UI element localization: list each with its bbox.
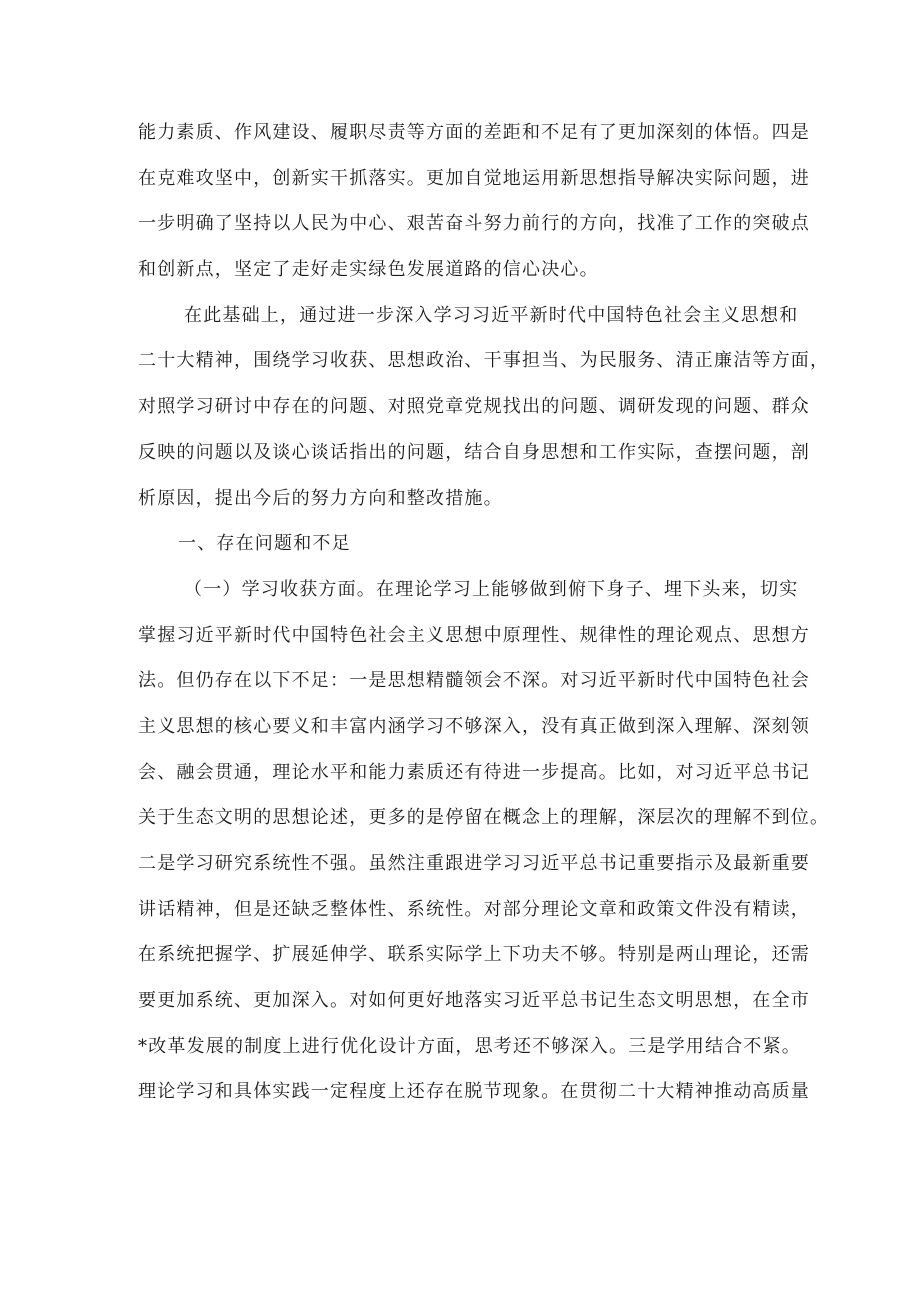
text-line: 关于生态文明的思想论述，更多的是停留在概念上的理解，深层次的理解不到位。	[138, 807, 830, 829]
text-line: 一步明确了坚持以人民为中心、艰苦奋斗努力前行的方向，找准了工作的突破点	[138, 213, 810, 235]
text-line: 和创新点，坚定了走好走实绿色发展道路的信心决心。	[138, 259, 599, 281]
text-line: 要更加系统、更加深入。对如何更好地落实习近平总书记生态文明思想，在全市	[138, 990, 810, 1012]
text-line: 二十大精神，围绕学习收获、思想政治、干事担当、为民服务、清正廉洁等方面，	[138, 350, 830, 372]
text-line: 法。但仍存在以下不足：一是思想精髓领会不深。对习近平新时代中国特色社会	[138, 670, 810, 692]
text-line: 能力素质、作风建设、履职尽责等方面的差距和不足有了更加深刻的体悟。四是	[138, 122, 810, 143]
text-line: 在系统把握学、扩展延伸学、联系实际学上下功夫不够。特别是两山理论，还需	[138, 944, 810, 966]
text-line: 反映的问题以及谈心谈话指出的问题，结合自身思想和工作实际，查摆问题，剖	[138, 441, 810, 463]
document-body	[138, 110, 830, 1115]
text-line: 掌握习近平新时代中国特色社会主义思想中原理性、规律性的理论观点、思想方	[138, 624, 810, 646]
text-line: 二是学习研究系统性不强。虽然注重跟进学习习近平总书记重要指示及最新重要	[138, 853, 810, 874]
text-line: 在克难攻坚中，创新实干抓落实。更加自觉地运用新思想指导解决实际问题，进	[138, 167, 810, 189]
text-line: 理论学习和具体实践一定程度上还存在脱节现象。在贯彻二十大精神推动高质量	[138, 1081, 810, 1103]
text-line: 析原因，提出今后的努力方向和整改措施。	[138, 487, 503, 509]
text-line: 讲话精神，但是还缺乏整体性、系统性。对部分理论文章和政策文件没有精读，	[138, 898, 810, 920]
subsection-heading-line: （一）学习收获方面。在理论学习上能够做到俯下身子、埋下头来，切实	[184, 578, 799, 600]
text-line: 对照学习研讨中存在的问题、对照党章党规找出的问题、调研发现的问题、群众	[138, 396, 810, 418]
section-heading: 一、存在问题和不足	[178, 533, 351, 555]
text-line: *改革发展的制度上进行优化设计方面，思考还不够深入。三是学用结合不紧。	[138, 1035, 801, 1057]
text-line: 主义思想的核心要义和丰富内涵学习不够深入，没有真正做到深入理解、深刻领	[138, 715, 810, 737]
text-line: 会、融会贯通，理论水平和能力素质还有待进一步提高。比如，对习近平总书记	[138, 761, 810, 783]
text-line: 在此基础上，通过进一步深入学习习近平新时代中国特色社会主义思想和	[184, 304, 799, 326]
